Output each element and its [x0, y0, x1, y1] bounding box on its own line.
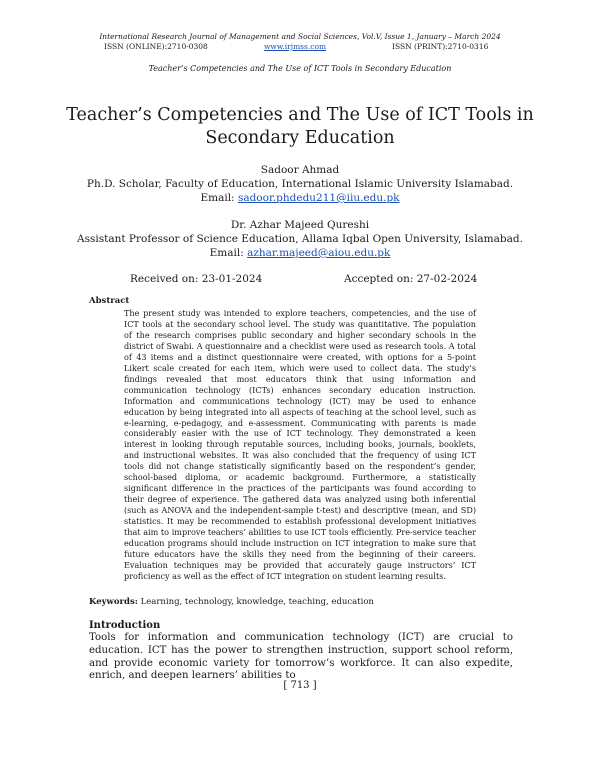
author-name: Sadoor Ahmad [260, 164, 340, 176]
paper-title-line-1: Teacher’s Competencies and The Use of ICT Tools in [66, 105, 534, 125]
author-email-line [0, 191, 600, 205]
author-block-2 [0, 218, 600, 260]
email-label: Email: [209, 247, 244, 259]
author-email-link[interactable]: azhar.majeed@aiou.edu.pk [247, 247, 391, 259]
received-date: Received on: 23-01-2024 [130, 273, 263, 285]
keywords-label: Keywords: [89, 597, 138, 607]
journal-header [0, 32, 600, 52]
keywords [89, 597, 374, 607]
author-email-line [0, 246, 600, 260]
abstract-text: The present study was intended to explore teachers, competencies, and the use of ICT tools at the secondary school level. The study was quantitative. The population of the research comprises public secondary and higher secondary schools in the district of Swabi. A questionnaire and a checklist were used as research tools. A total of 43 items and a distinct questionnaire were created, with options for a 5-point Likert scale created for each item, which were used to collect data. The study’s findings revealed that most educators think that using information and communication technology (ICTs) enhances secondary education instruction. Information and communications technology (ICT) may be used to enhance education by being integrated into all aspects of teaching at the school level, such as e-learning, e-pedagogy, and e-assessment. Communicating with parents is made considerably easier with the use of ICT technology. They demonstrated a keen interest in looking through reputable sources, including books, journals, booklets, and instructional websites. It was also concluded that the frequency of using ICT tools did not change statistically significantly based on the respondent’s gender, school-based diploma, or academic background. Furthermore, a statistically significant difference in the practices of the participants was found according to their degree of experience. The gathered data was analyzed using both inferential (such as ANOVA and the independent-sample t-test) and descriptive (mean, and SD) statistics. It may be recommended to establish professional development initiatives that aim to improve teachers’ abilities to use ICT tools efficiently. Pre-service teacher education programs should include instruction on ICT integration to make sure that future educators have the skills they need from the beginning of their careers. Evaluation techniques may be provided that accurately gauge instructors’ ICT proficiency as well as the effect of ICT integration on student learning results. [124, 308, 476, 581]
running-title: Teacher’s Competencies and The Use of ICT Tools in Secondary Education [148, 64, 452, 73]
author-email-link[interactable]: sadoor.phdedu211@iiu.edu.pk [237, 192, 400, 204]
page-number: [ 713 ] [283, 680, 317, 691]
email-label: Email: [200, 192, 235, 204]
journal-website-link[interactable]: www.irjmss.com [264, 42, 327, 51]
issn-online: ISSN (ONLINE):2710-0308 [104, 42, 208, 51]
author-affiliation: Assistant Professor of Science Education, Allama Iqbal Open University, Islamabad. [77, 233, 523, 245]
paper-title-line-2: Secondary Education [205, 128, 395, 148]
accepted-date: Accepted on: 27-02-2024 [344, 273, 478, 285]
author-block-1 [0, 163, 600, 205]
issn-row [0, 42, 600, 52]
keywords-text: Learning, technology, knowledge, teaching, education [140, 597, 374, 607]
paper-title [0, 104, 600, 150]
issn-print: ISSN (PRINT):2710-0316 [392, 42, 489, 51]
introduction-heading: Introduction [89, 620, 161, 631]
abstract-heading: Abstract [89, 296, 130, 306]
author-name: Dr. Azhar Majeed Qureshi [230, 219, 370, 231]
introduction-text: Tools for information and communication technology (ICT) are crucial to education. ICT has the power to strengthen instruction, support school reform, and provide economic variety for tomorrow’s workforce. It can also expedite, enrich, and deepen learners’ abilities to [89, 632, 513, 682]
author-affiliation: Ph.D. Scholar, Faculty of Education, International Islamic University Islamabad. [86, 178, 514, 190]
journal-title: International Research Journal of Management and Social Sciences, Vol.V, Issue 1, January – March 2024 [99, 32, 501, 41]
